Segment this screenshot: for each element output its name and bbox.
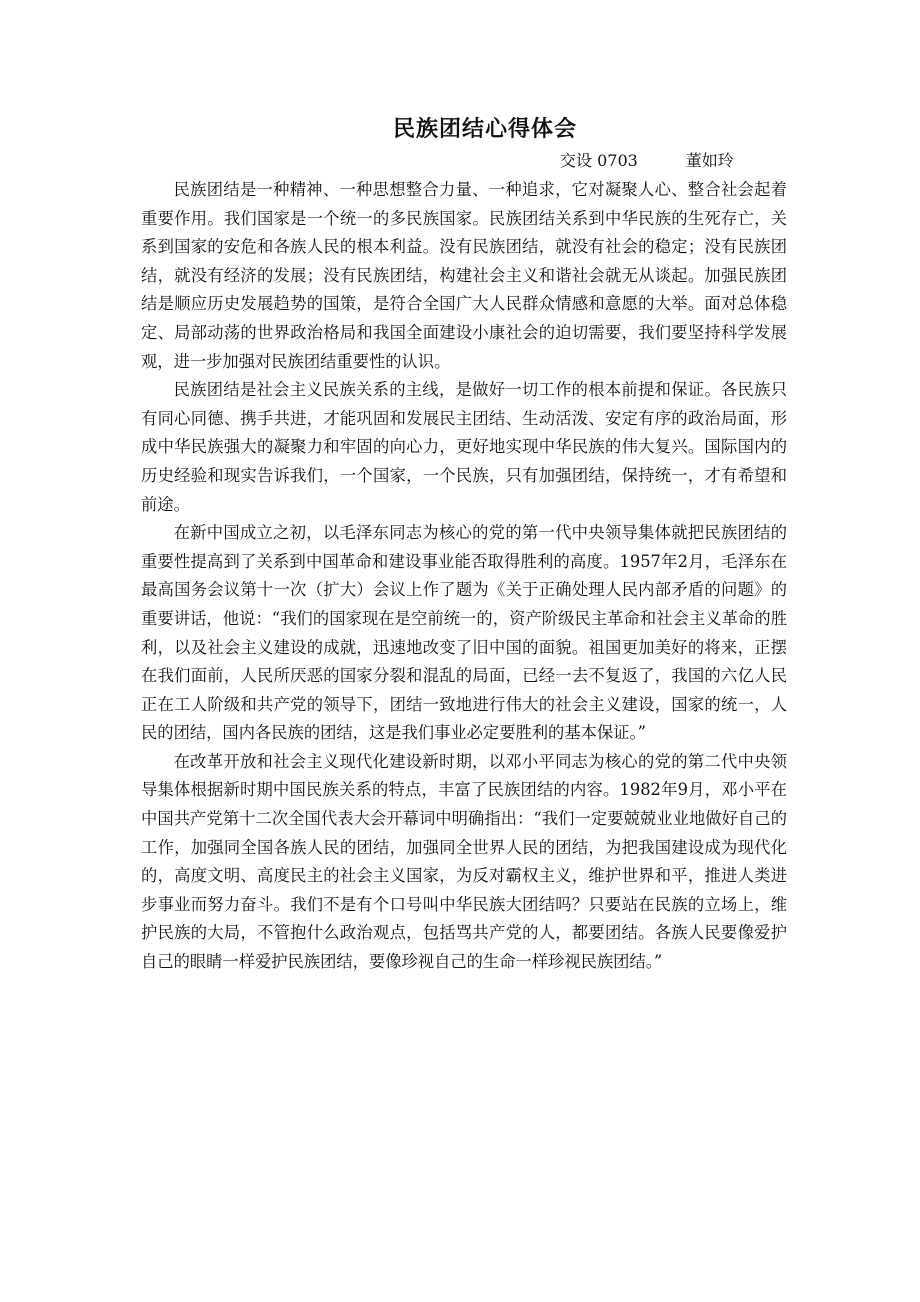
document-body [141,176,787,977]
document-title: 民族团结心得体会 [392,117,577,142]
author-line: 交设 0703 董如玲 [560,151,734,170]
paragraph: 在新中国成立之初，以毛泽东同志为核心的党的第一代中央领导集体就把民族团结的重要性提高到了关系到中国革命和建设事业能否取得胜利的高度。1957年2月，毛泽东在最高国务会议第十一次（扩大）会议上作了题为《关于正确处理人民内部矛盾的问题》的重要讲话，他说：“我们的国家现在是空前统一的，资产阶级民主革命和社会主义革命的胜利，以及社会主义建设的成就，迅速地改变了旧中国的面貌。祖国更加美好的将来，正摆在我们面前，人民所厌恶的国家分裂和混乱的局面，已经一去不复返了，我国的六亿人民正在工人阶级和共产党的领导下，团结一致地进行伟大的社会主义建设，国家的统一，人民的团结，国内各民族的团结，这是我们事业必定要胜利的基本保证。” [141,523,787,743]
paragraph: 民族团结是社会主义民族关系的主线，是做好一切工作的根本前提和保证。各民族只有同心同德、携手共进，才能巩固和发展民主团结、生动活泼、安定有序的政治局面，形成中华民族强大的凝聚力和牢固的向心力，更好地实现中华民族的伟大复兴。国际国内的历史经验和现实告诉我们，一个国家，一个民族，只有加强团结，保持统一，才有希望和前途。 [141,380,787,514]
paragraph: 民族团结是一种精神、一种思想整合力量、一种追求，它对凝聚人心、整合社会起着重要作用。我们国家是一个统一的多民族国家。民族团结关系到中华民族的生死存亡，关系到国家的安危和各族人民的根本利益。没有民族团结，就没有社会的稳定；没有民族团结，就没有经济的发展；没有民族团结，构建社会主义和谐社会就无从谈起。加强民族团结是顺应历史发展趋势的国策，是符合全国广大人民群众情感和意愿的大举。面对总体稳定、局部动荡的世界政治格局和我国全面建设小康社会的迫切需要，我们要坚持科学发展观，进一步加强对民族团结重要性的认识。 [141,180,787,371]
paragraph: 在改革开放和社会主义现代化建设新时期，以邓小平同志为核心的党的第二代中央领导集体根据新时期中国民族关系的特点，丰富了民族团结的内容。1982年9月，邓小平在中国共产党第十二次全国代表大会开幕词中明确指出：“我们一定要兢兢业业地做好自己的工作，加强同全国各族人民的团结，加强同全世界人民的团结，为把我国建设成为现代化的，高度文明、高度民主的社会主义国家，为反对霸权主义，维护世界和平，推进人类进步事业而努力奋斗。我们不是有个口号叫中华民族大团结吗？只要站在民族的立场上，维护民族的大局，不管抱什么政治观点，包括骂共产党的人，都要团结。各族人民要像爱护自己的眼睛一样爱护民族团结，要像珍视自己的生命一样珍视民族团结。” [141,751,787,972]
